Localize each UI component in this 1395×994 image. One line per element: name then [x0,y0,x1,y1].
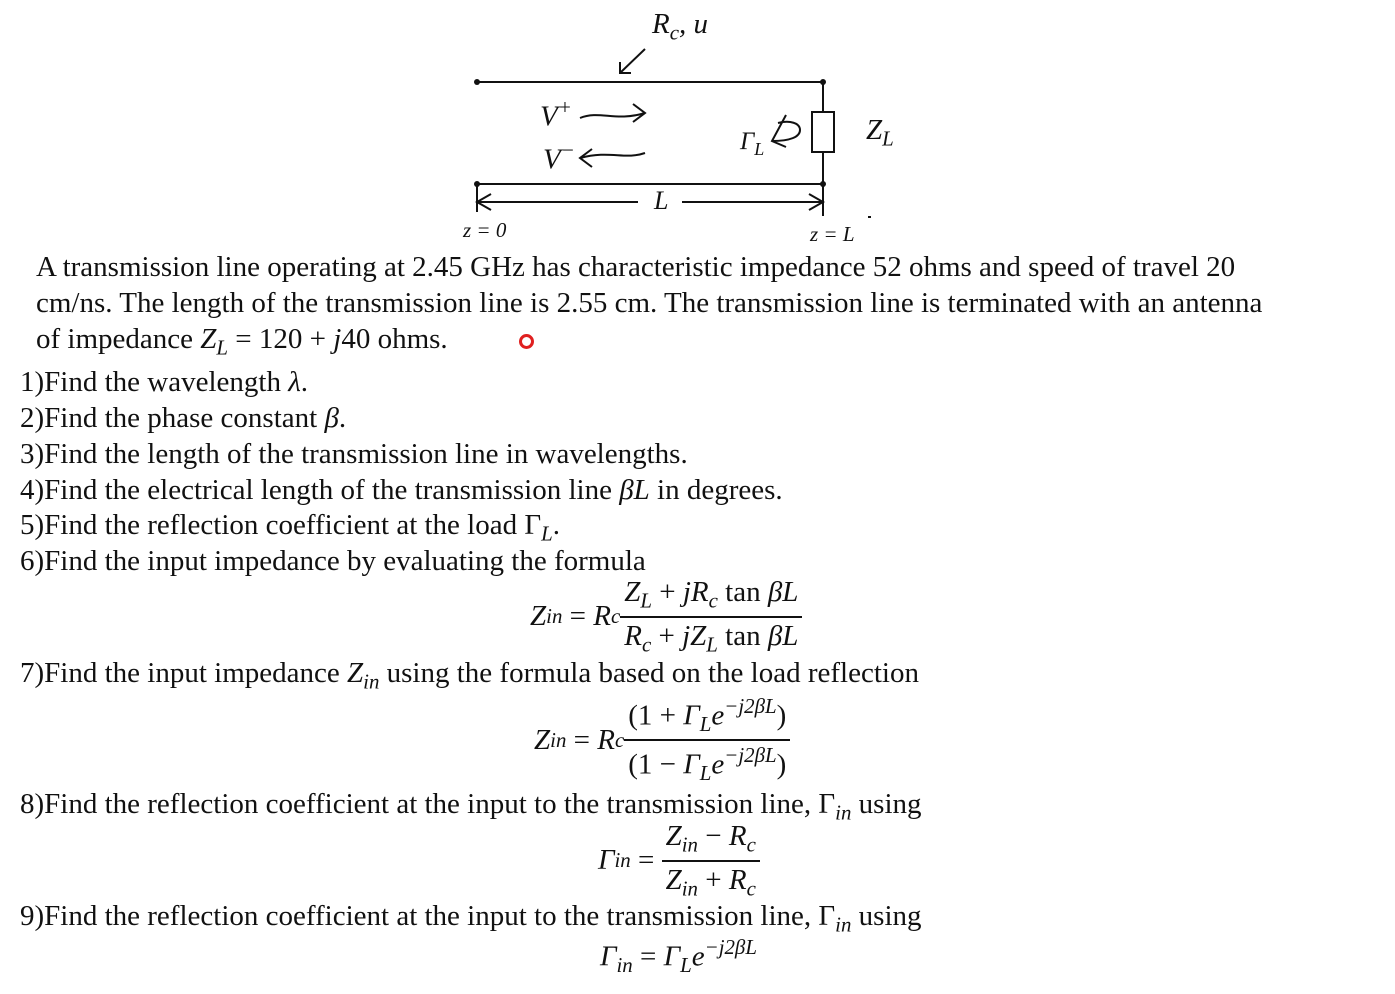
formula-7-fraction [624,694,790,786]
gamma-l-label: $\Gamma_L$ [740,128,765,159]
v-plus-label: V+ [540,95,572,133]
question-9: 9)Find the reflection coefficient at the input to the transmission line, $\Gamma_{in}$ using [20,900,922,937]
formula-input-impedance: Z in = R c $\frac{Z_L + jR_c \tan \beta L}{R_c + jZ_L \tan \beta L}$ [530,576,802,657]
problem-line-1: A transmission line operating at 2.45 GHz has characteristic impedance 52 ohms and speed of travel 20 [36,251,1236,283]
question-3: 3)Find the length of the transmission line in wavelengths. [20,438,688,470]
question-2: 2)Find the phase constant β. [20,402,347,434]
formula-input-reflection-exp: $\Gamma_{in} = \Gamma_Le^{-j2\beta L}$ [600,935,757,978]
length-label: L [654,186,669,215]
formula-6-numerator: $Z_L + jR_c$ tan βL [620,576,802,618]
v-minus-label: V− [543,138,575,176]
question-5: 5)Find the reflection coefficient at the load $\Gamma_L$. [20,509,560,546]
question-1: 1)Find the wavelength λ. [20,366,309,398]
rc-u-label: $R_c$, u [652,8,708,45]
zl-diagram-label: $Z_L$ [866,114,894,151]
formula-6-denominator: $R_c + jZ_L$ tan βL [624,619,799,657]
formula-6-fraction [620,576,802,657]
question-7: 7)Find the input impedance $Z_{in}$ using the formula based on the load reflection [20,657,919,694]
formula-input-reflection: Γ in = $\frac{Z_{in} - R_c}{Z_{in} + R_c}$ [598,820,760,901]
zL-label: z = L [810,222,855,246]
problem-line-2: cm/ns. The length of the transmission line is 2.55 cm. The transmission line is terminated with an antenna [36,287,1263,319]
question-6: 6)Find the input impedance by evaluating the formula [20,545,646,577]
formula-7-numerator: $(1 + \Gamma_Le^{-j2\beta L})$ [624,694,790,741]
question-4: 4)Find the electrical length of the transmission line βL in degrees. [20,474,783,506]
load-impedance-box [812,112,834,152]
formula-7-denominator: $(1 - \Gamma_Le^{-j2\beta L})$ [628,743,787,786]
formula-8-denominator: $Z_{in} + R_c$ [665,863,756,901]
problem-line-3: of impedance $Z_L = 120 + j40$ ohms. [36,323,448,360]
formula-8-numerator: $Z_{in} - R_c$ [662,820,760,862]
formula-input-impedance-reflection: Z in = R c $\frac{(1 + \Gamma_Le^{-j2\beta L})}{(1 - \Gamma_Le^{-j2\beta L})}$ [534,694,790,786]
z0-label: z = 0 [463,218,507,242]
question-8: 8)Find the reflection coefficient at the input to the transmission line, $\Gamma_{in}$ using [20,788,922,825]
formula-8-fraction [662,820,760,901]
cursor-dot [519,334,534,349]
